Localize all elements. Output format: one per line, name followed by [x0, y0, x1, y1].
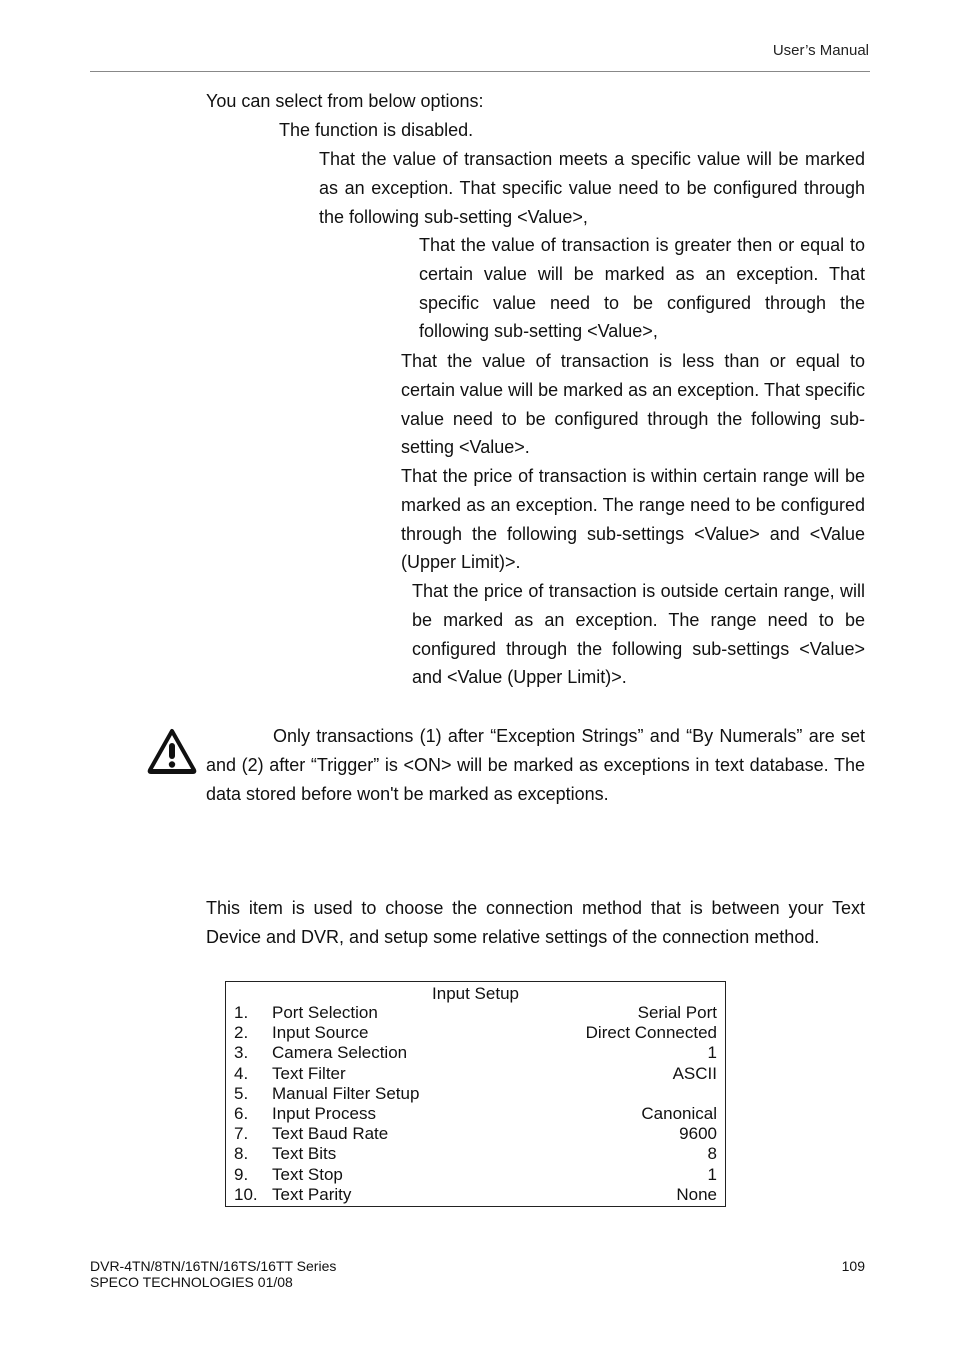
header-divider	[90, 71, 870, 72]
menu-row-number: 1.	[234, 1003, 249, 1022]
menu-row-value: Serial Port	[637, 1003, 717, 1022]
menu-row	[226, 1165, 725, 1185]
footer-company: SPECO TECHNOLOGIES 01/08	[90, 1274, 293, 1290]
input-setup-menu	[225, 981, 726, 1207]
menu-row-number: 4.	[234, 1063, 249, 1083]
menu-row	[226, 1043, 725, 1063]
connection-description: This item is used to choose the connection method that is between your Text Device and DVR, and setup some relative settings of the connection method.	[206, 898, 865, 947]
page-number: 109	[841, 1258, 865, 1274]
menu-row-number: 6.	[234, 1104, 249, 1123]
menu-row-value: 1	[707, 1164, 717, 1184]
warning-icon	[147, 728, 197, 774]
footer-series: DVR-4TN/8TN/16TN/16TS/16TT Series	[90, 1258, 337, 1274]
menu-row	[226, 1084, 725, 1104]
option-greater-or-equal: That the value of transaction is greater then or equal to certain value will be marked as an exception. That specific value need to be configured through the following sub-setting <Value>,	[419, 235, 865, 342]
menu-row-number: 5.	[234, 1083, 249, 1103]
menu-row-value: Direct Connected	[585, 1023, 717, 1043]
menu-row-number: 2.	[234, 1023, 249, 1043]
menu-row-label: Input Source	[272, 1023, 369, 1043]
menu-row-label: Manual Filter Setup	[272, 1083, 420, 1103]
menu-row-label: Input Process	[272, 1104, 376, 1123]
menu-row-value: 1	[707, 1043, 717, 1063]
option-equal: That the value of transaction meets a specific value will be marked as an exception. That specific value need to be configured through the following sub-setting <Value>,	[319, 149, 865, 227]
menu-row	[226, 1104, 725, 1124]
menu-row-number: 9.	[234, 1164, 249, 1184]
menu-row	[226, 1064, 725, 1084]
menu-row-label: Text Stop	[272, 1164, 343, 1184]
menu-row-number: 3.	[234, 1043, 249, 1063]
menu-row	[226, 1023, 725, 1043]
option-within-range: That the price of transaction is within certain range will be marked as an exception. The range need to be configured through the following sub-settings <Value> and <Value (Upper Limit)>.	[401, 466, 865, 573]
menu-row-label: Text Baud Rate	[272, 1124, 389, 1144]
menu-row-number: 8.	[234, 1144, 249, 1164]
menu-row-value: 9600	[679, 1124, 717, 1144]
menu-title: Input Setup	[432, 984, 519, 1003]
menu-row	[226, 1185, 725, 1205]
menu-row-value: None	[676, 1184, 717, 1204]
menu-row-number: 10.	[234, 1184, 258, 1204]
option-less-or-equal: That the value of transaction is less than or equal to certain value will be marked as an exception. That specific value need to be configured through the following sub-setting <Value>.	[401, 351, 865, 458]
menu-row-label: Camera Selection	[272, 1043, 408, 1063]
note-text: Only transactions (1) after “Exception Strings” and “By Numerals” are set and (2) after “Trigger” is <ON> will be marked as exceptions in text database. The data stored before won't be marked as exceptions.	[206, 726, 865, 804]
menu-row-value: ASCII	[672, 1063, 717, 1083]
intro-text: You can select from below options:	[206, 91, 484, 111]
option-outside-range: That the price of transaction is outside certain range, will be marked as an exception. The range need to be configured through the following sub-settings <Value> and <Value (Upper Limit)>.	[412, 581, 865, 688]
menu-row-label: Text Parity	[272, 1184, 352, 1204]
menu-row	[226, 1144, 725, 1164]
menu-row	[226, 1003, 725, 1023]
menu-row-value: Canonical	[641, 1104, 717, 1123]
menu-row	[226, 1124, 725, 1144]
option-disabled: The function is disabled.	[279, 120, 474, 140]
header-title: User’s Manual	[772, 42, 869, 59]
menu-row-value: 8	[707, 1144, 717, 1164]
menu-row-label: Text Bits	[272, 1144, 337, 1164]
menu-row-label: Text Filter	[272, 1063, 346, 1083]
menu-row-label: Port Selection	[272, 1003, 378, 1022]
menu-row-number: 7.	[234, 1124, 249, 1144]
